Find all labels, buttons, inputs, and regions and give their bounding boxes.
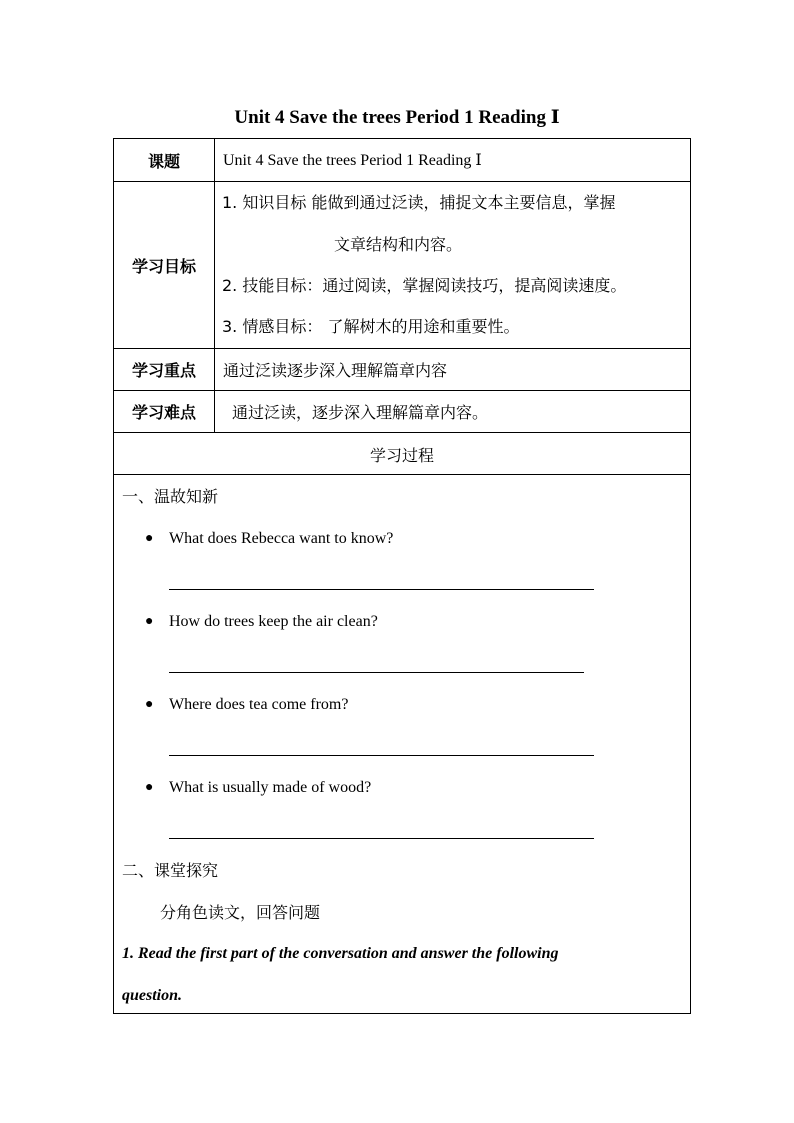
key-points-label: 学习重点 <box>114 349 215 390</box>
section1-title: 一、温故知新 <box>122 487 219 506</box>
task-1-line-1: 1. Read the first part of the conversation and answer the following <box>122 945 559 962</box>
question-1: What does Rebecca want to know? <box>169 530 394 547</box>
objective-item-1-cont: 文章结构和内容。 <box>334 235 463 254</box>
bullet-icon: ● <box>145 697 154 712</box>
instruction-text: 分角色读文，回答问题 <box>160 903 321 922</box>
question-3: Where does tea come from? <box>169 696 349 713</box>
process-header-row <box>114 433 690 475</box>
topic-value: Unit 4 Save the trees Period 1 Reading Ⅰ <box>223 152 482 169</box>
objectives-row <box>114 182 690 349</box>
answer-line-4[interactable] <box>169 838 594 839</box>
question-4: What is usually made of wood? <box>169 779 372 796</box>
process-header: 学习过程 <box>369 446 434 465</box>
objective-item-2: 2. 技能目标：通过阅读，掌握阅读技巧，提高阅读速度。 <box>222 276 627 295</box>
difficulties-value: 通过泛读，逐步深入理解篇章内容。 <box>232 403 489 422</box>
bullet-icon: ● <box>145 780 154 795</box>
answer-line-2[interactable] <box>169 672 584 673</box>
answer-line-1[interactable] <box>169 589 594 590</box>
answer-line-3[interactable] <box>169 755 594 756</box>
key-points-row <box>114 349 690 391</box>
lesson-table <box>113 138 691 1014</box>
difficulties-row <box>114 391 690 433</box>
section2-title: 二、课堂探究 <box>122 861 219 880</box>
objective-item-3: 3. 情感目标： 了解树木的用途和重要性。 <box>222 317 520 336</box>
objectives-label: 学习目标 <box>114 182 215 348</box>
key-points-value: 通过泛读逐步深入理解篇章内容 <box>223 361 448 380</box>
difficulties-label: 学习难点 <box>114 391 215 432</box>
topic-row <box>114 139 690 182</box>
page-title: Unit 4 Save the trees Period 1 Reading Ⅰ <box>234 107 560 128</box>
bullet-icon: ● <box>145 531 154 546</box>
task-1-line-2: question. <box>122 987 183 1004</box>
topic-label: 课题 <box>114 139 215 181</box>
question-2: How do trees keep the air clean? <box>169 613 378 630</box>
bullet-icon: ● <box>145 614 154 629</box>
objective-item-1: 1. 知识目标 能做到通过泛读，捕捉文本主要信息，掌握 <box>222 193 616 212</box>
